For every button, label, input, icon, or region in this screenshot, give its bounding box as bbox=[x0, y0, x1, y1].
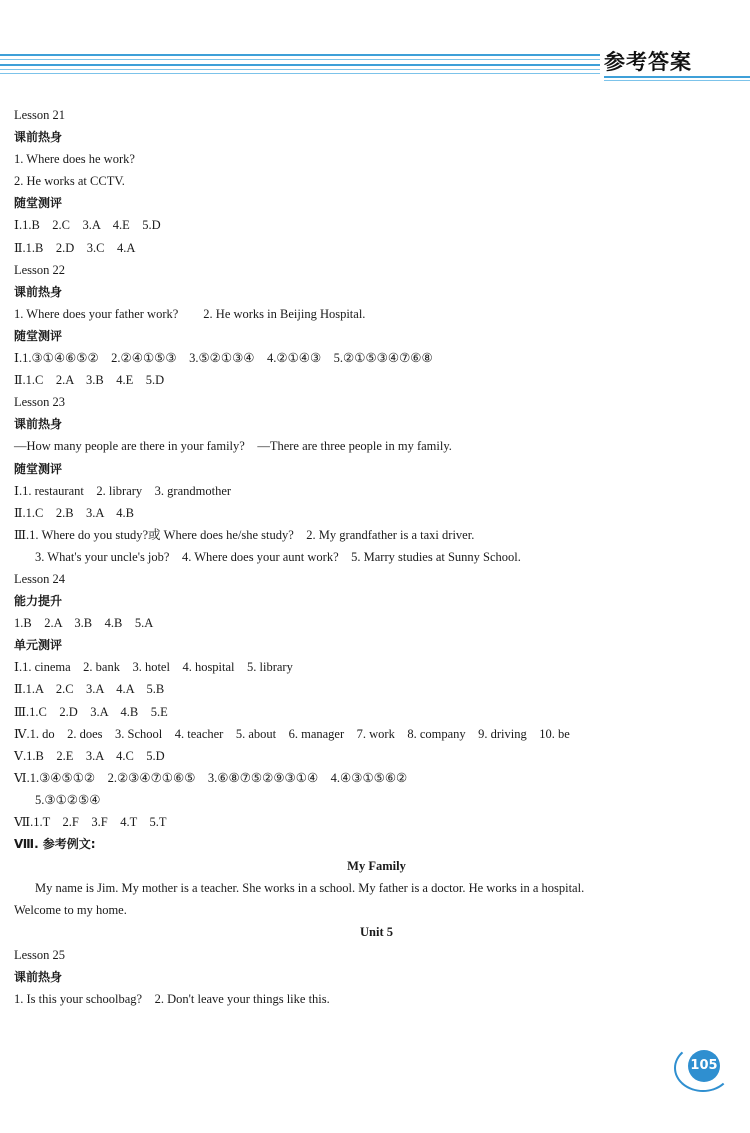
answer-line: Ⅰ.1. restaurant 2. library 3. grandmother bbox=[14, 483, 232, 498]
section-label: 能力提升 bbox=[14, 594, 63, 609]
section-label: 课前热身 bbox=[14, 969, 63, 984]
answer-line: Ⅱ.1.B 2.D 3.C 4.A bbox=[14, 240, 136, 255]
answer-line: 1. Is this your schoolbag? 2. Don't leave your things like this. bbox=[14, 991, 330, 1006]
essay-title: My Family bbox=[347, 859, 406, 874]
essay-text: My name is Jim. My mother is a teacher. She works in a school. My father is a doctor. He works in a hospital. bbox=[35, 881, 585, 896]
answer-line: Ⅰ.1.B 2.C 3.A 4.E 5.D bbox=[14, 218, 161, 233]
title-underline-thin bbox=[604, 80, 750, 81]
page-header bbox=[0, 40, 750, 90]
section-label: 课前热身 bbox=[14, 284, 63, 299]
header-decorative-lines bbox=[0, 54, 600, 78]
lesson-heading: Lesson 24 bbox=[14, 571, 66, 586]
answer-line: Ⅰ.1.③①④⑥⑤② 2.②④①⑤③ 3.⑤②①③④ 4.②①④③ 5.②①⑤③④⑦⑥⑧ bbox=[14, 351, 433, 366]
answer-line: Ⅱ.1.C 2.B 3.A 4.B bbox=[14, 505, 134, 520]
section-label: 随堂测评 bbox=[14, 328, 63, 343]
answer-line: 5.③①②⑤④ bbox=[35, 792, 101, 807]
unit-heading: Unit 5 bbox=[360, 925, 393, 940]
answer-line: Ⅲ.1. Where do you study?或 Where does he/she study? 2. My grandfather is a taxi driver. bbox=[14, 527, 475, 542]
page-number: 105 bbox=[688, 1050, 720, 1082]
section-label: 课前热身 bbox=[14, 130, 63, 145]
answer-line: Ⅱ.1.A 2.C 3.A 4.A 5.B bbox=[14, 682, 165, 697]
section-label: 随堂测评 bbox=[14, 196, 63, 211]
answer-line: 1.B 2.A 3.B 4.B 5.A bbox=[14, 616, 154, 631]
section-label: Ⅷ. 参考例文: bbox=[14, 837, 96, 852]
lesson-heading: Lesson 21 bbox=[14, 108, 66, 122]
answer-line: Ⅰ.1. cinema 2. bank 3. hotel 4. hospital 5. library bbox=[14, 660, 293, 675]
essay-text: Welcome to my home. bbox=[14, 903, 127, 918]
answer-line: 1. Where does he work? bbox=[14, 152, 135, 167]
answer-line: Ⅲ.1.C 2.D 3.A 4.B 5.E bbox=[14, 704, 168, 719]
answer-line: Ⅶ.1.T 2.F 3.F 4.T 5.T bbox=[14, 815, 167, 829]
answer-line: —How many people are there in your family? —There are three people in my family. bbox=[14, 439, 452, 454]
section-label: 单元测评 bbox=[14, 638, 63, 653]
section-label: 随堂测评 bbox=[14, 461, 63, 476]
answer-line: 3. What's your uncle's job? 4. Where does your aunt work? 5. Marry studies at Sunny School. bbox=[35, 549, 521, 564]
answer-line: 2. He works at CCTV. bbox=[14, 174, 125, 189]
title-underline bbox=[604, 76, 750, 78]
section-label: 课前热身 bbox=[14, 417, 63, 432]
lesson-heading: Lesson 22 bbox=[14, 262, 66, 277]
answer-line: Ⅵ.1.③④⑤①② 2.②③④⑦①⑥⑤ 3.⑥⑧⑦⑤②⑨③①④ 4.④③①⑤⑥② bbox=[14, 770, 408, 785]
answer-line: Ⅱ.1.C 2.A 3.B 4.E 5.D bbox=[14, 373, 165, 388]
section-title: 参考答案 bbox=[604, 50, 692, 74]
answer-line: Ⅳ.1. do 2. does 3. School 4. teacher 5. about 6. manager 7. work 8. company 9. driving 10. be bbox=[14, 726, 570, 741]
answer-line: 1. Where does your father work? 2. He works in Beijing Hospital. bbox=[14, 306, 366, 321]
lesson-heading: Lesson 25 bbox=[14, 947, 66, 962]
answer-key-content bbox=[14, 104, 739, 1010]
answer-line: Ⅴ.1.B 2.E 3.A 4.C 5.D bbox=[14, 748, 165, 763]
lesson-heading: Lesson 23 bbox=[14, 395, 66, 410]
